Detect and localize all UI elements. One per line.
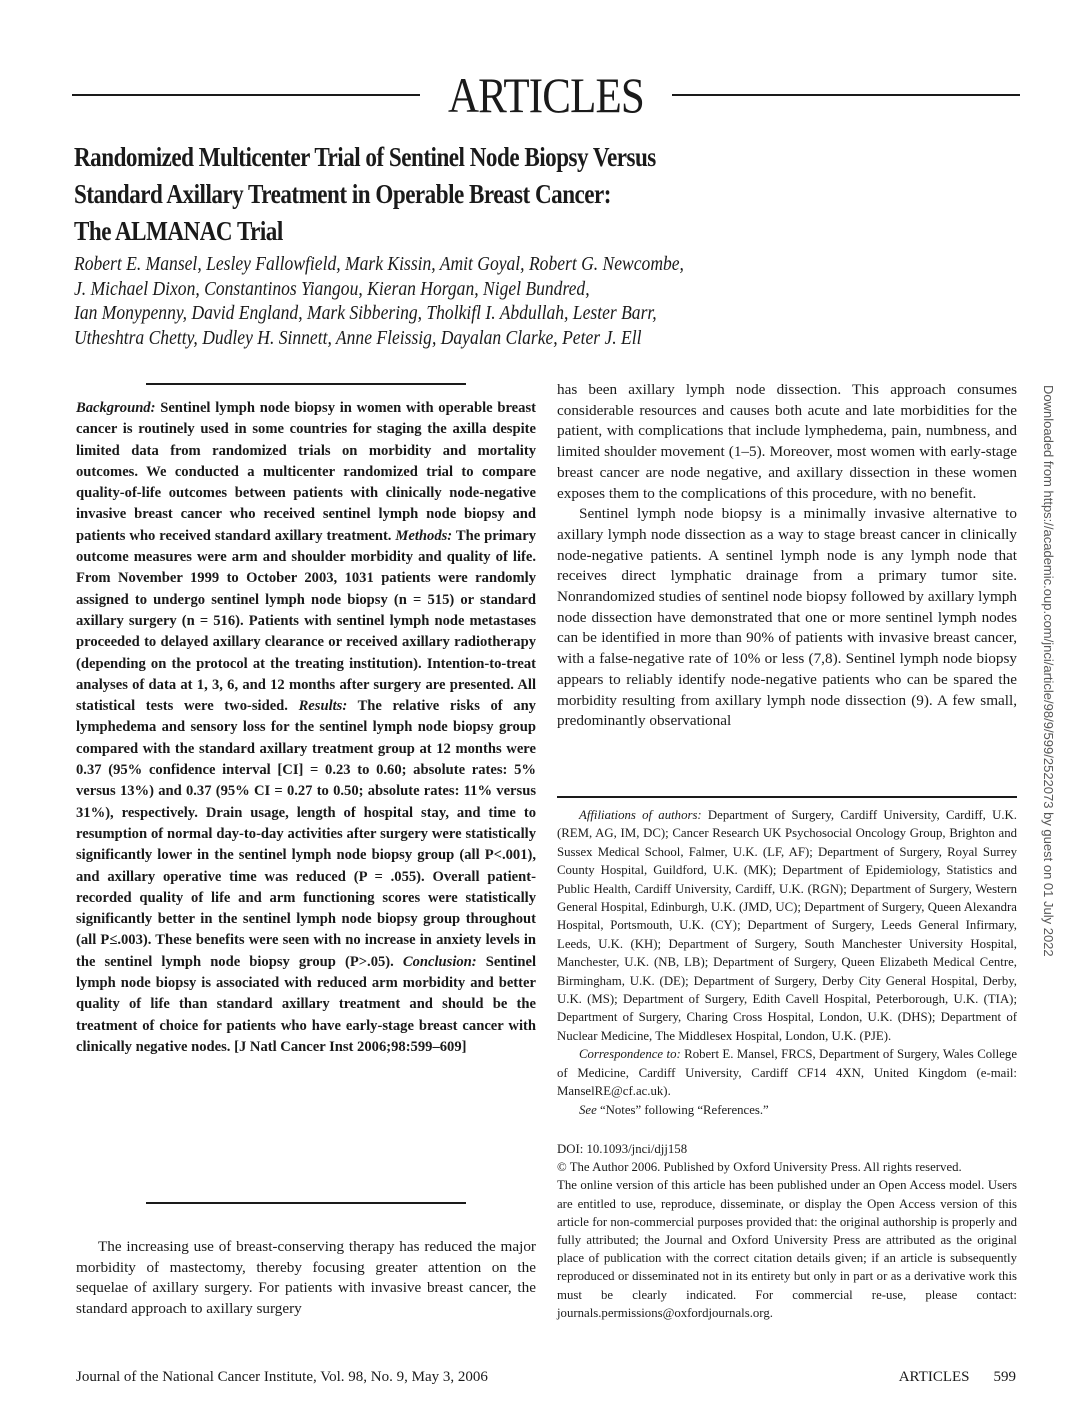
title-line: Standard Axillary Treatment in Operable Breast Cancer:	[74, 178, 611, 209]
see-text: “Notes” following “References.”	[596, 1102, 769, 1117]
body-paragraph: has been axillary lymph node dissection. This approach consumes considerable resources and causes both acute and late morbidities for the patient, with complications that include lymphedema, pain, numbness, and limited shoulder movement (1–5). Moreover, most women with early-stage breast cancer are node negative, and axillary dissection in these women exposes them to the complications of this procedure, with no benefit.	[557, 381, 1017, 502]
body-paragraph: Sentinel lymph node biopsy is a minimally invasive alternative to axillary lymph node dissection as a way to stage breast cancer in clinically node-negative patients. A sentinel lymph node is any lymph node that receives direct lymphatic drainage from a primary tumor site. Nonrandomized studies of sentinel node biopsy followed by axillary lymph node dissection have demonstrated that one or more sentinel lymph nodes can be identified in more than 90% of patients with invasive breast cancer, with a false-negative rate of 10% or less (7,8). Sentinel lymph node biopsy appears to reliably identify node-negative patients who can be spared the morbidity resulting from axillary lymph node dissection (9). A few small, predominantly observational	[557, 505, 1017, 730]
license-text: The online version of this article has been published under an Open Access model. Users are entitled to use, reproduce, disseminate, or display the Open Access version of this article for non-commercial purposes provided that: the original authorship is properly and fully attributed; the Journal and Oxford University Press are attributed as the original place of publication with the correct citation details given; if an article is subsequently reproduced or disseminated not in its entirety but only in part or as a derivative work this must be clearly indicated. For commercial re-use, please contact: journals.permissions@oxfordjournals.org.	[557, 1178, 1017, 1320]
author-line: Robert E. Mansel, Lesley Fallowfield, Mark Kissin, Amit Goyal, Robert G. Newcombe,	[74, 254, 684, 275]
page-footer-right	[899, 1369, 1016, 1386]
section-label: ARTICLES	[448, 67, 645, 123]
title-line: Randomized Multicenter Trial of Sentinel Node Biopsy Versus	[74, 141, 656, 172]
results-label: Results:	[298, 698, 348, 715]
doi: DOI: 10.1093/jnci/djj158	[557, 1142, 688, 1156]
author-line: Utheshtra Chetty, Dudley H. Sinnett, Anne Fleissig, Dayalan Clarke, Peter J. Ell	[74, 327, 642, 349]
correspondence-text: Robert E. Mansel, FRCS, Department of Surgery, Wales College of Medicine, Cardiff University, Cardiff CF14 4XN, United Kingdom (e-mail: ManselRE@cf.ac.uk).	[557, 1047, 1017, 1099]
title-line: The ALMANAC Trial	[74, 215, 283, 246]
affiliations-text: Department of Surgery, Cardiff University, Cardiff, U.K. (REM, AG, IM, DC); Cancer Research UK Psychosocial Oncology Group, Brighton and Sussex Medical School, Falmer, U.K. (LF, AF); Department of Surgery, Royal Surrey County Hospital, Guildford, U.K. (MK); Department of Epidemiology, Statistics and Public Health, Cardiff University, Cardiff, U.K. (RGN); Department of Surgery, Western General Hospital, Edinburgh, U.K. (JMD, UC); Department of Surgery, Queen Alexandra Hospital, Portsmouth, U.K. (CY); Department of Surgery, Leeds General Infirmary, Leeds, U.K. (KH); Department of Surgery, South Manchester University Hospital, Manchester, U.K. (NB, LB); Department of Surgery, Queen Elizabeth Medical Centre, Birmingham, U.K. (DE); Department of Surgery, Derby City General Hospital, Derby, U.K. (MS); Department of Surgery, Edith Cavell Hospital, Peterborough, U.K. (TIA); Department of Surgery, Charing Cross Hospital, London, U.K. (DHS); Department of Nuclear Medicine, The Middlesex Hospital, London, U.K. (PJE).	[557, 808, 1017, 1043]
right-column-text	[557, 380, 1017, 732]
see-notes	[557, 1101, 1017, 1119]
intro-paragraph: The increasing use of breast-conserving therapy has reduced the major morbidity of mastectomy, thereby focusing greater attention on the sequelae of axillary surgery. For patients with invasive breast cancer, the standard approach to axillary surgery	[76, 1238, 536, 1318]
article-title	[74, 138, 934, 249]
header-rule-right	[672, 94, 1020, 96]
author-line: J. Michael Dixon, Constantinos Yiangou, Kieran Horgan, Nigel Bundred,	[74, 278, 590, 300]
see-label: See	[579, 1102, 597, 1117]
author-line: Ian Monypenny, David England, Mark Sibbering, Tholkifl I. Abdullah, Lester Barr,	[74, 303, 657, 324]
correspondence	[557, 1045, 1017, 1100]
header-rule-left	[72, 94, 420, 96]
affiliations	[557, 806, 1017, 1045]
page-number: 599	[993, 1369, 1016, 1385]
conclusion-text: Sentinel lymph node biopsy is associated with reduced arm morbidity and better quality of life than standard axillary treatment and should be the treatment of choice for patients who have early-stage breast cancer with clinically negative nodes. [J Natl Cancer Inst 2006;98:599–609]	[76, 953, 536, 1055]
affiliations-label: Affiliations of authors:	[579, 808, 702, 822]
legal-block	[557, 1140, 1017, 1322]
section-header	[72, 60, 1020, 130]
copyright: © The Author 2006. Published by Oxford University Press. All rights reserved.	[557, 1160, 962, 1175]
methods-text: The primary outcome measures were arm and shoulder morbidity and quality of life. From November 1999 to October 2003, 1031 patients were randomly assigned to undergo sentinel lymph node biopsy (n = 515) or standard axillary surgery (n = 516). Patients with sentinel lymph node metastases proceeded to delayed axillary clearance or received axillary radiotherapy (depending on the protocol at the treating institution). Intention-to-treat analyses of data at 1, 3, 6, and 12 months after surgery are presented. All statistical tests were two-sided.	[76, 527, 536, 715]
results-text: The relative risks of any lymphedema and sensory loss for the sentinel lymph node biopsy group compared with the standard axillary treatment group at 12 months were 0.37 (95% confidence interval [CI] = 0.23 to 0.60; absolute rates: 5% versus 13%) and 0.37 (95% CI = 0.27 to 0.50; absolute rates: 11% versus 31%), respectively. Drain usage, length of hospital stay, and time to resumption of normal day-to-day activities after surgery were statistically significantly lower in the sentinel lymph node biopsy group (all P<.001), and axillary operative time was reduced (P = .055). Overall patient-recorded quality of life and arm functioning scores were statistically significantly better in the sentinel lymph node biopsy group throughout (all P≤.003). These benefits were seen with no increase in anxiety levels in the sentinel lymph node biopsy group (P>.05).	[76, 698, 536, 970]
background-label: Background:	[76, 400, 156, 416]
footer-section: ARTICLES	[898, 1369, 970, 1385]
correspondence-label: Correspondence to:	[579, 1047, 681, 1062]
conclusion-label: Conclusion:	[402, 953, 477, 970]
footnote-rule	[557, 796, 1017, 798]
background-text: Sentinel lymph node biopsy in women with operable breast cancer is routinely used in some countries for staging the axilla despite limited data from randomized trials on morbidity and mortality outcomes. We conducted a multicenter randomized trial to compare quality-of-life outcomes between patients with clinically node-negative invasive breast cancer who received sentinel lymph node biopsy and patients who received standard axillary treatment.	[76, 400, 536, 544]
journal-citation: Journal of the National Cancer Institute, Vol. 98, No. 9, May 3, 2006	[76, 1369, 488, 1385]
methods-label: Methods:	[395, 527, 453, 544]
download-watermark: Downloaded from https://academic.oup.com/jnci/article/98/9/599/2522073 by guest on 01 July 2022	[1041, 385, 1056, 957]
abstract	[76, 398, 536, 1058]
abstract-top-rule	[146, 383, 466, 385]
intro-text	[76, 1237, 536, 1320]
author-list	[74, 253, 934, 351]
abstract-bottom-rule	[146, 1202, 466, 1204]
footnotes	[557, 806, 1017, 1119]
